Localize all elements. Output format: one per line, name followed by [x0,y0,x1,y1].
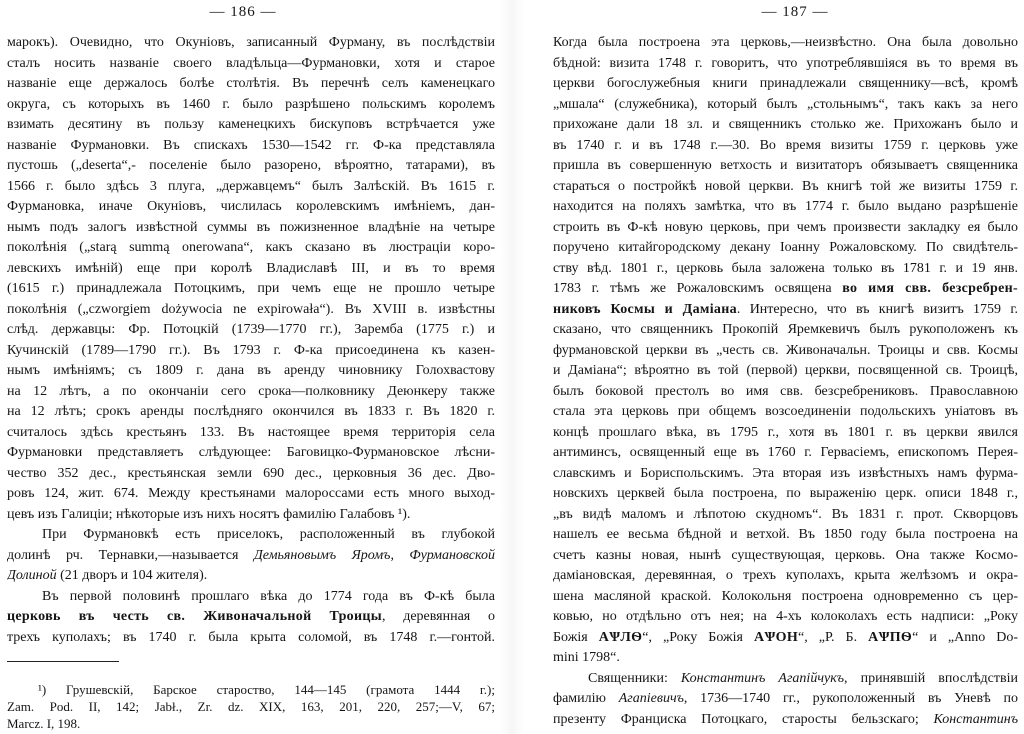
text-line: счетъ казны новая, нынѣ существующая, церковь. Она также Космо- [553,547,1018,563]
paragraph [7,33,495,525]
text-line: стала эта церковь при общемъ возсоединеніи подольскихъ уніатовъ въ [553,404,1018,419]
text-line [553,710,1018,731]
text-line: нашелъ ее весьма бѣдной и ветхой. Въ 1850 году была построена на [553,527,1018,542]
paragraph [7,525,495,587]
text-line: поручено китайгородскому декану Іоанну Рожаловскому. По свидѣтель- [553,240,1018,255]
text-run: “, „Року Божія [642,629,755,645]
text-line: на 12 лѣтъ; срокъ аренды послѣдняго окончился въ 1833 г. Въ 1820 г. [7,404,495,419]
text-run: Божія [553,629,599,645]
page-number-header: — 187 — [761,4,829,20]
text-line [7,546,495,567]
text-line: mini 1798“. [553,650,620,665]
text-line: былъ боковой престолъ во имя свв. безсребрениковъ. Православною [553,383,1018,399]
text-line: даміановская, деревянная, о трехъ куполахъ, крыта желѣзомъ и окра- [553,568,1018,583]
text-run: “ и „Anno Do- [912,629,1018,645]
text-run: , [390,547,410,563]
text-line: (1615 г.) принадлежала Потоцкимъ, при чемъ еще не прошло четыре [7,281,495,296]
footnote-line: ¹) Грушевскій, Барское староство, 144—145 (грамота 1444 г.); [38,682,495,697]
text-run: , принявшій впослѣдствіи [844,670,1018,686]
text-line [7,607,495,628]
paragraph [553,33,1018,669]
footnote-line: Zam. Pod. II, 142; Jabł., Zr. dz. XIX, 163, 201, 220, 257;—V, 67; [7,699,495,714]
italic-text-run: Демьяновымъ Яромъ [253,547,391,563]
text-line: фурмановской церкви въ „честь св. Живоначальн. Троицы и свв. Космы [553,342,1018,358]
text-line: поколѣнія („czworgiem dożywocia ne expirowała“). Въ XVIII в. извѣстны [7,301,495,317]
text-line: бѣдной: визита 1748 г. говоритъ, что употреблявшіяся въ то время въ [553,55,1018,71]
text-line: шена масляной краской. Колокольня построена одновременно съ цер- [553,588,1018,604]
bold-text-run: церковь въ честь св. Живоначальной Троицы [7,609,382,624]
text-line: стараться о постройкѣ новой церкви. Въ книгѣ той же визиты 1759 г. [553,178,1018,194]
text-line: Фурмановки представляетъ слѣдующее: Баговицко-Фурмановское лѣсни- [7,445,495,460]
italic-text-run: Константинъ [933,711,1018,727]
text-line: Въ первой половинѣ прошлаго вѣка до 1774 года въ Ф-кѣ была [42,588,495,604]
text-line: названіе Фурмановки. Въ спискахъ 1530—1542 гг. Ф-ка представляла [7,137,495,153]
text-line: въ 1740 г. и въ 1748 г.—30. Во время визиты 1759 г. церковь уже [553,137,1018,153]
text-line: „въ видѣ маломъ и лѣпотою скудномъ“. Въ 1831 г. прот. Скворцовъ [553,506,1018,522]
text-line: считалось здѣсь крестьянъ 133. Въ настоящее время территорія села [7,424,495,440]
bold-text-run: во имя свв. безсребрен- [842,281,1018,296]
text-line: цевъ изъ Галиціи; нѣкоторые изъ нихъ носятъ фамилію Галабовъ ¹). [7,506,411,522]
text-line: на 12 лѣтъ, а по окончаніи сего срока—полковнику Деюнкеру также [7,383,495,399]
text-run: . Интересно, что въ книгѣ визитъ 1759 г. [736,301,1018,317]
text-line: славскимъ и Бориспольскимъ. Эта вторая изъ извѣстныхъ намъ фурма- [553,465,1018,481]
text-line: церкви богослужебныя книги принадлежали священнику—всѣ, кромѣ [553,76,1018,91]
text-line [553,669,1018,690]
text-line: нымъ подъ залогъ извѣстной суммы въ пожизненное владѣніе на четыре [7,219,495,235]
text-line: ровъ 124, жит. 674. Между крестьянами малороссами есть много выход- [7,486,495,501]
paragraph [7,587,495,649]
text-line: концѣ прошлаго вѣка, въ 1795 г., хотя въ 1801 г. въ церкви явился [553,424,1018,440]
text-line [7,566,495,587]
text-line: 1566 г. было здѣсь 3 плуга, „державцемъ“ былъ Залѣскій. Въ 1615 г. [7,178,495,194]
text-line: чество 352 дес., крестьянская земли 690 дес., церковныя 36 дес. Дво- [7,465,495,481]
paragraph [553,669,1018,731]
text-line: нымъ имѣніямъ; съ 1809 г. дана въ аренду чиновнику Голохвастову [7,363,495,378]
text-line: пустошь („deserta“,- поселеніе было разорено, вѣроятно, татарами), въ [7,158,495,173]
text-line: ковью, но отдѣльно отъ нея; на 4-хъ колоколахъ есть надписи: „Року [553,609,1018,624]
italic-text-run: Долиной [7,568,57,583]
text-line: округа, съ которыхъ въ 1460 г. было разрѣшено польскимъ королемъ [7,96,495,112]
text-line: пришла въ совершенную ветхость и визитаторъ обязываетъ священника [553,158,1018,173]
text-line: сталъ носить названіе своего владѣльца—Фурмановки, хотя и старое [7,55,495,71]
text-line: марокъ). Очевидно, что Окуніовъ, записанный Фурману, въ послѣдствіи [7,35,495,50]
text-line: ству вѣд. 1801 г., церковь была заложена только въ 1781 г. и 19 янв. [553,260,1018,276]
footnote-line: Marcz. I, 198. [7,716,81,731]
text-run: презенту Франциска Потоцкаго, старосты бельзскаго; [553,711,934,727]
text-line: сказано, что священникъ Прокопій Яремкевичъ былъ рукоположенъ къ [553,322,1018,337]
text-run: фамилію [553,691,619,706]
italic-text-run: Фурмановской [409,547,495,563]
text-line [553,279,1018,300]
page-body-text [7,33,495,648]
bold-text-run: АѰОН [754,629,799,645]
text-line: новскихъ церквей была построена, по выраженію церк. описи 1848 г., [553,486,1018,501]
text-line: Когда была построена эта церковь,—неизвѣстно. Она была довольно [553,35,1018,50]
text-line: прихожане дали 18 зл. и священникъ столько же. Прихожанъ было и [553,117,1018,132]
text-line: „мшала“ (служебника), который былъ „стольнымъ“, такъ какъ за него [553,96,1018,112]
text-line: антиминсъ, освященный еще въ 1760 г. Гервасіемъ, епископомъ Перея- [553,445,1018,460]
text-run: долинѣ рч. Тернавки,—называется [7,547,254,563]
text-run: , 1736—1740 гг., рукоположенный въ Уневѣ по [683,691,1018,706]
text-line: Кучинскій (1789—1790 гг.). Въ 1793 г. Ф-ка присоединена къ казен- [7,342,495,358]
text-line: и Даміана“; вѣроятно въ той (первой) церкви, посвященной св. Троицѣ, [553,363,1018,378]
text-line: При Фурмановкѣ есть приселокъ, расположенный въ глубокой [42,527,495,542]
text-line [553,628,1018,649]
text-run: Священники: [588,670,681,686]
footnote-separator [7,661,119,662]
text-line: левскихъ имѣній) еще при королѣ Владиславѣ III, и въ то время [7,260,495,276]
text-line: Фурмановка, иначе Окуніовъ, числилась королевскимъ имѣніемъ, дан- [7,199,495,214]
text-run: “, „Р. Б. [798,629,869,645]
bold-text-run: никовъ Космы и Даміана [553,301,737,317]
text-run: (21 дворъ и 104 жителя). [56,568,208,583]
text-line [553,300,1018,321]
text-line: строить въ Ф-кѣ новую церковь, при чемъ произвести закладку ея было [553,219,1018,235]
bold-text-run: АѰЛѲ [598,629,643,645]
text-line: названіе еще держалось болѣе столѣтія. Въ перечнѣ селъ каменецкаго [7,76,495,91]
right-page [512,0,1024,734]
text-line: поколѣнія („starą summą onerowana“, какъ сказано въ люстраціи коро- [7,240,495,255]
text-run: , деревянная о [381,609,495,624]
italic-text-run: Агапіевичъ [618,691,684,706]
bold-text-run: АѰПѲ [868,629,913,645]
text-line: трехъ куполахъ; въ 1740 г. была крыта соломой, въ 1748 г.—гонтой. [7,629,495,645]
text-line: находится на поляхъ замѣтка, что въ 1774 г. было выдано разрѣшеніе [553,199,1018,214]
footnotes [7,681,495,732]
page-body-text [553,33,1018,730]
italic-text-run: Константинъ Агапійчукъ [680,670,845,686]
text-run: 1783 г. тѣмъ же Рожаловскимъ освящена [553,281,843,296]
text-line: слѣд. державцы: Фр. Потоцкій (1739—1770 гг.), Заремба (1775 г.) и [7,322,495,337]
text-line [553,689,1018,710]
text-line: взимать десятину въ пользу каменецкихъ бискуповъ встрѣчается уже [7,117,495,132]
page-number-header: — 186 — [209,4,277,20]
